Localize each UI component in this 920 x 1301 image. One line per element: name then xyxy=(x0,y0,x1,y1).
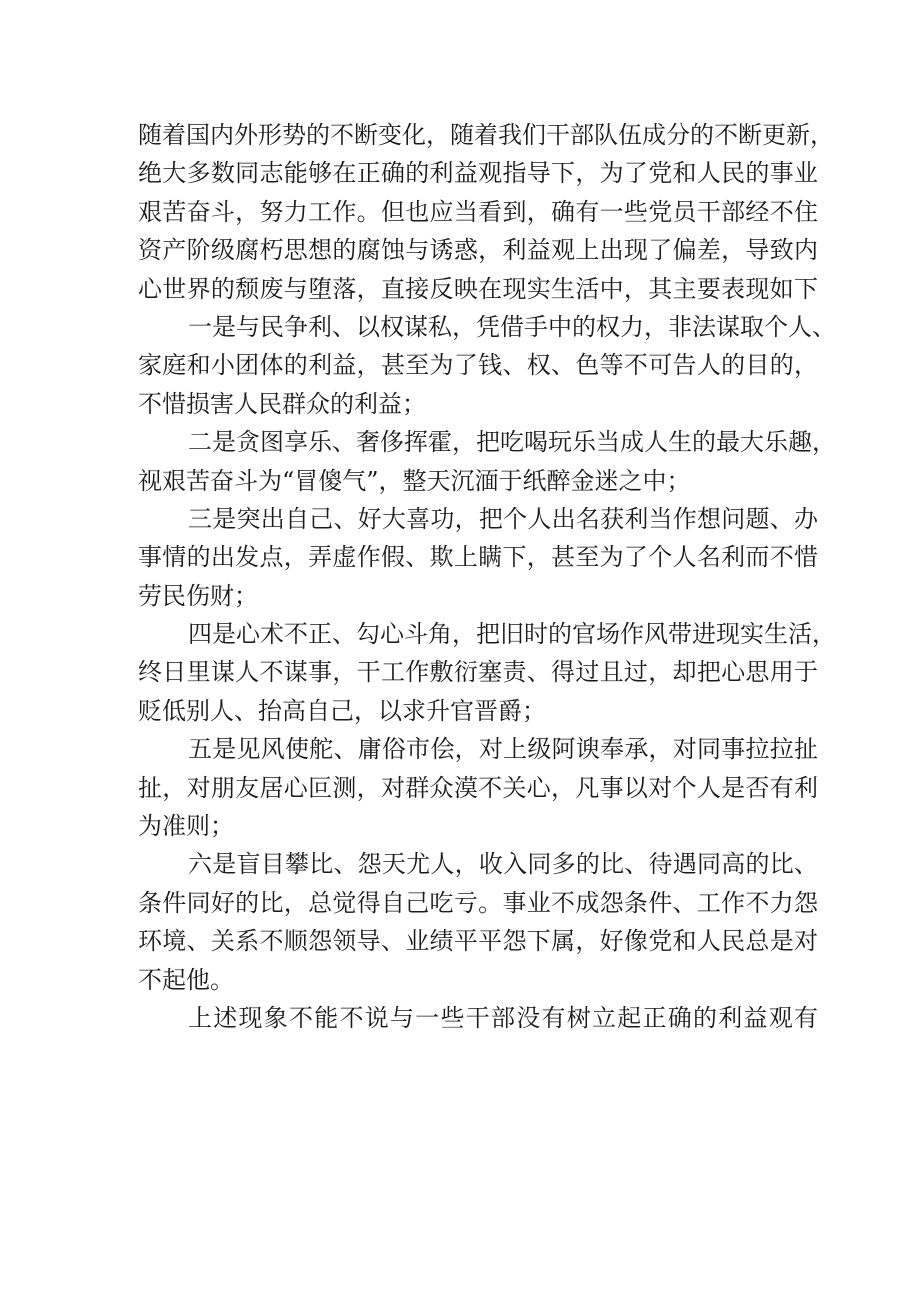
text-line: 家庭和小团体的利益，甚至为了钱、权、色等不可告人的目的， xyxy=(138,351,818,380)
body-text xyxy=(138,116,836,1037)
text-line: 心世界的颓废与堕落，直接反映在现实生活中，其主要表现如下 xyxy=(138,274,818,303)
text-line: 绝大多数同志能够在正确的利益观指导下，为了党和人民的事业 xyxy=(138,159,818,188)
text-line: 视艰苦奋斗为“冒傻气”，整天沉湎于纸醉金迷之中； xyxy=(138,466,691,495)
text-line: 三是突出自己、好大喜功，把个人出名获利当作想问题、办 xyxy=(188,504,818,533)
text-line: 劳民伤财； xyxy=(138,581,258,610)
text-line: 不起他。 xyxy=(138,965,234,994)
text-line: 环境、关系不顺怨领导、业绩平平怨下属，好像党和人民总是对 xyxy=(138,927,818,956)
text-line: 不惜损害人民群众的利益； xyxy=(138,389,426,418)
text-line: 为准则； xyxy=(138,812,234,841)
text-line: 四是心术不正、勾心斗角，把旧时的官场作风带进现实生活， xyxy=(188,620,836,649)
text-line: 终日里谋人不谋事，干工作敷衍塞责、得过且过，却把心思用于 xyxy=(138,658,818,687)
text-line: 随着国内外形势的不断变化，随着我们干部队伍成分的不断更新， xyxy=(138,121,834,149)
text-line: 资产阶级腐朽思想的腐蚀与诱惑，利益观上出现了偏差，导致内 xyxy=(138,236,818,265)
text-line: 条件同好的比，总觉得自己吃亏。事业不成怨条件、工作不力怨 xyxy=(138,888,818,917)
text-line: 五是见风使舵、庸俗市侩，对上级阿谀奉承，对同事拉拉扯 xyxy=(188,735,818,764)
text-line: 上述现象不能不说与一些干部没有树立起正确的利益观有 xyxy=(188,1003,818,1032)
text-line: 二是贪图享乐、奢侈挥霍，把吃喝玩乐当成人生的最大乐趣， xyxy=(188,428,836,457)
text-line: 扯，对朋友居心叵测，对群众漠不关心，凡事以对个人是否有利 xyxy=(138,773,818,802)
text-line: 六是盲目攀比、怨天尤人，收入同多的比、待遇同高的比、 xyxy=(188,850,818,879)
text-line: 事情的出发点，弄虚作假、欺上瞒下，甚至为了个人名利而不惜 xyxy=(138,543,818,572)
text-line: 贬低别人、抬高自己，以求升官晋爵； xyxy=(138,696,546,725)
text-line: 艰苦奋斗，努力工作。但也应当看到，确有一些党员干部经不住 xyxy=(138,197,818,226)
text-line: 一是与民争利、以权谋私，凭借手中的权力，非法谋取个人、 xyxy=(188,312,836,341)
